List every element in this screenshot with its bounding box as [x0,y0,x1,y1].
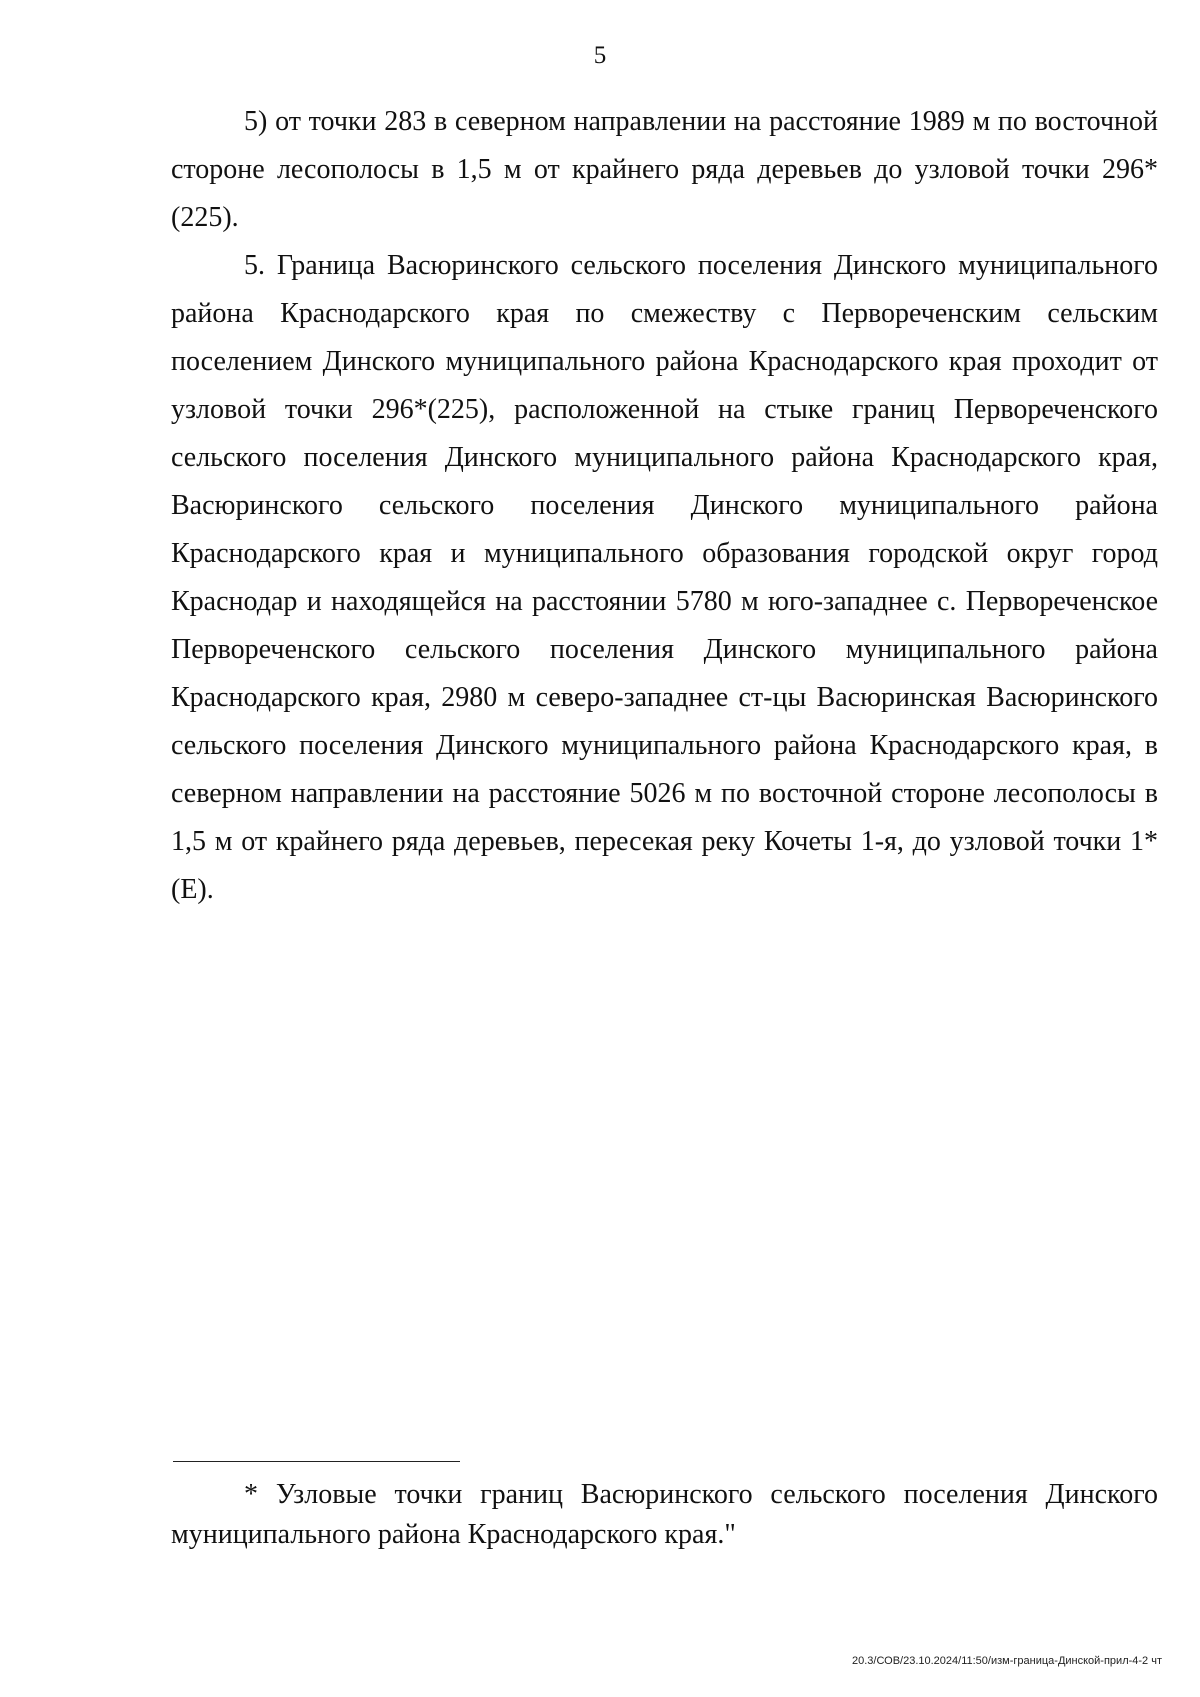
footnote: * Узловые точки границ Васюринского сельского поселения Динского муниципального района Краснодарского края." [171,1479,1158,1550]
paragraph-point-5-subitem: 5) от точки 283 в северном направлении на расстояние 1989 м по восточной стороне лесополосы в 1,5 м от крайнего ряда деревьев до узловой точки 296*(225). [171,106,1158,233]
paragraph-boundary-5: 5. Граница Васюринского сельского поселения Динского муниципального района Краснодарского края по смежеству с Первореченским сельским поселением Динского муниципального района Краснодарского края проходит от узловой точки 296*(225), расположенной на стыке границ Первореченского сельского поселения Динского муниципального района Краснодарского края, Васюринского сельского поселения Динского муниципального района Краснодарского края и муниципального образования городской округ город Краснодар и находящейся на расстоянии 5780 м юго-западнее с. Первореченское Первореченского сельского поселения Динского муниципального района Краснодарского края, 2980 м северо-западнее ст-цы Васюринская Васюринского сельского поселения Динского муниципального района Краснодарского края, в северном направлении на расстояние 5026 м по восточной стороне лесополосы в 1,5 м от крайнего ряда деревьев, пересекая реку Кочеты 1-я, до узловой точки 1*(Е). [171,250,1158,905]
page-number: 5 [593,42,607,69]
body-text [171,98,1158,914]
document-code: 20.3/СОВ/23.10.2024/11:50/изм-граница-Динской-прил-4-2 чт [851,1655,1162,1667]
footnote-separator [173,1461,460,1462]
